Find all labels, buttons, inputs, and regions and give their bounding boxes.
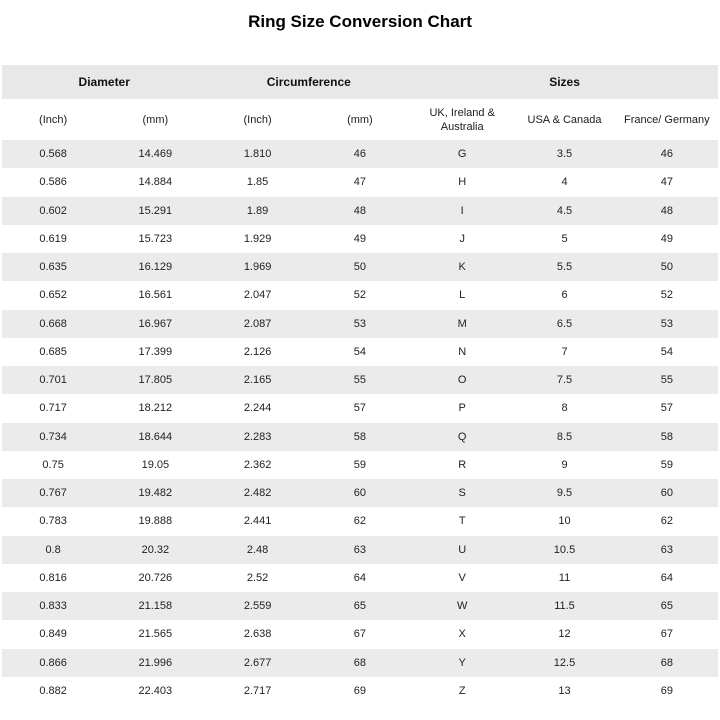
table-cell: 49 (660, 232, 673, 245)
table-cell: 67 (660, 628, 673, 641)
column-header-circumference-inch: (Inch) (206, 99, 308, 140)
table-row (2, 423, 718, 451)
table-cell: 0.568 (39, 148, 67, 161)
table-cell: V (458, 571, 466, 584)
table-cell: 67 (353, 628, 367, 641)
table-cell: 4 (561, 176, 568, 189)
table-row (2, 197, 718, 225)
table-cell: 6.5 (556, 317, 573, 330)
table-cell: 63 (353, 543, 367, 556)
table-cell: 50 (660, 261, 673, 274)
table-cell: 52 (660, 289, 673, 302)
table-cell: H (458, 176, 467, 189)
table-cell: 7 (561, 345, 568, 358)
table-cell: 0.635 (39, 261, 67, 274)
table-cell: 20.32 (141, 543, 170, 556)
table-cell: M (457, 317, 467, 330)
table-cell: 16.967 (138, 317, 173, 330)
table-row (2, 253, 718, 281)
table-cell: 2.482 (243, 487, 272, 500)
table-cell: 5.5 (556, 261, 573, 274)
table-cell: 14.884 (138, 176, 173, 189)
table-cell: W (457, 600, 468, 613)
table-cell: 0.717 (39, 402, 67, 415)
column-header-diameter-inch: (Inch) (2, 99, 104, 140)
table-cell: 0.619 (39, 232, 67, 245)
table-cell: 58 (353, 430, 367, 443)
table-cell: 16.129 (138, 261, 173, 274)
table-cell: 69 (660, 684, 673, 697)
table-cell: 9 (561, 458, 568, 471)
table-cell: 65 (353, 600, 367, 613)
table-row (2, 225, 718, 253)
group-header-circumference: Circumference (206, 65, 411, 99)
table-row (2, 310, 718, 338)
table-cell: 21.996 (138, 656, 173, 669)
table-cell: O (457, 374, 467, 387)
table-cell: 5 (561, 232, 568, 245)
table-cell: J (459, 232, 465, 245)
table-cell: 0.816 (39, 571, 67, 584)
table-body (2, 140, 718, 705)
table-cell: 64 (353, 571, 367, 584)
table-cell: 1.969 (243, 261, 272, 274)
table-cell: 0.882 (39, 684, 67, 697)
table-cell: 0.602 (39, 204, 67, 217)
table-cell: 17.399 (138, 345, 173, 358)
table-cell: 55 (660, 374, 673, 387)
table-cell: 54 (353, 345, 367, 358)
table-cell: 15.723 (138, 232, 173, 245)
table-cell: 2.52 (246, 571, 269, 584)
table-row (2, 507, 718, 535)
table-row (2, 451, 718, 479)
column-header-circumference-mm: (mm) (309, 99, 411, 140)
table-cell: R (458, 458, 467, 471)
table-cell: 22.403 (138, 684, 173, 697)
table-cell: 13 (558, 684, 571, 697)
table-cell: 18.212 (138, 402, 173, 415)
table-cell: 55 (353, 374, 367, 387)
table-cell: 68 (660, 656, 673, 669)
table-cell: 15.291 (138, 204, 173, 217)
table-cell: Y (458, 656, 466, 669)
table-cell: 48 (660, 204, 673, 217)
table-cell: 11.5 (554, 600, 575, 613)
table-cell: 19.05 (141, 458, 170, 471)
table-cell: 2.126 (243, 345, 272, 358)
table-row (2, 140, 718, 168)
table-cell: 0.652 (39, 289, 67, 302)
table-cell: 0.586 (39, 176, 67, 189)
table-cell: 10.5 (553, 543, 576, 556)
column-header-usa-canada: USA & Canada (513, 99, 615, 140)
table-cell: 62 (353, 515, 367, 528)
table-cell: 2.362 (243, 458, 272, 471)
table-cell: 52 (353, 289, 367, 302)
table-cell: 2.677 (243, 656, 272, 669)
table-cell: Z (458, 684, 466, 697)
table-cell: T (458, 515, 466, 528)
table-cell: P (458, 402, 466, 415)
ring-size-conversion-page (0, 12, 720, 720)
table-cell: 19.888 (138, 515, 173, 528)
table-row (2, 479, 718, 507)
table-cell: 21.158 (138, 600, 173, 613)
table-cell: 8.5 (556, 430, 573, 443)
table-cell: 63 (660, 543, 673, 556)
table-row (2, 168, 718, 196)
table-row (2, 281, 718, 309)
table-cell: 12 (558, 628, 571, 641)
table-cell: 2.047 (243, 289, 272, 302)
table-cell: 1.89 (246, 204, 269, 217)
table-cell: 14.469 (138, 148, 173, 161)
ring-size-table (2, 65, 718, 705)
table-cell: 12.5 (553, 656, 576, 669)
table-cell: 53 (660, 317, 673, 330)
table-cell: 46 (660, 148, 673, 161)
table-cell: 8 (561, 402, 568, 415)
table-cell: 60 (660, 487, 673, 500)
table-cell: 11 (558, 571, 571, 584)
table-row (2, 564, 718, 592)
column-header-france-germany: France/ Germany (616, 99, 718, 140)
table-cell: 2.638 (243, 628, 272, 641)
table-cell: 62 (660, 515, 673, 528)
table-cell: 1.810 (243, 148, 272, 161)
table-cell: 3.5 (556, 148, 573, 161)
table-cell: 0.783 (39, 515, 67, 528)
table-cell: 48 (353, 204, 367, 217)
column-header-diameter-mm: (mm) (104, 99, 206, 140)
group-header-sizes: Sizes (411, 65, 718, 99)
table-cell: 2.165 (243, 374, 272, 387)
table-row (2, 677, 718, 705)
table-cell: 58 (660, 430, 673, 443)
table-cell: I (460, 204, 464, 217)
table-cell: Q (457, 430, 467, 443)
table-row (2, 536, 718, 564)
table-cell: 9.5 (556, 487, 573, 500)
table-cell: 0.866 (39, 656, 67, 669)
table-cell: L (459, 289, 466, 302)
table-cell: 1.85 (246, 176, 269, 189)
table-cell: 59 (660, 458, 673, 471)
table-cell: 46 (353, 148, 367, 161)
table-cell: 0.8 (45, 543, 61, 556)
table-cell: 20.726 (138, 571, 173, 584)
table-cell: N (458, 345, 467, 358)
table-cell: 47 (353, 176, 367, 189)
table-row (2, 620, 718, 648)
column-header-row (2, 99, 718, 140)
table-cell: X (458, 628, 466, 641)
table-cell: 7.5 (556, 374, 573, 387)
table-cell: 59 (353, 458, 367, 471)
table-cell: 0.75 (42, 458, 64, 471)
table-cell: 68 (353, 656, 367, 669)
table-cell: 17.805 (138, 374, 173, 387)
column-header-uk-ireland-australia: UK, Ireland & Australia (411, 99, 513, 140)
table-cell: U (458, 543, 467, 556)
table-cell: 2.283 (243, 430, 272, 443)
page-title: Ring Size Conversion Chart (248, 12, 472, 31)
table-cell: 65 (660, 600, 673, 613)
table-cell: 2.717 (243, 684, 272, 697)
table-cell: 0.701 (39, 374, 67, 387)
table-cell: 21.565 (138, 628, 173, 641)
table-cell: 57 (660, 402, 673, 415)
table-row (2, 592, 718, 620)
table-cell: 0.668 (39, 317, 67, 330)
table-cell: K (458, 261, 466, 274)
table-cell: 18.644 (138, 430, 173, 443)
group-header-diameter: Diameter (2, 65, 206, 99)
table-cell: 53 (353, 317, 367, 330)
table-cell: 2.441 (243, 515, 272, 528)
table-row (2, 394, 718, 422)
table-cell: S (458, 487, 466, 500)
table-cell: 10 (558, 515, 571, 528)
table-cell: 60 (353, 487, 367, 500)
table-cell: 64 (660, 571, 673, 584)
table-cell: 69 (353, 684, 367, 697)
table-cell: 19.482 (138, 487, 173, 500)
table-cell: 1.929 (243, 232, 272, 245)
table-cell: 6 (561, 289, 568, 302)
table-cell: 0.849 (39, 628, 67, 641)
table-cell: 2.48 (246, 543, 269, 556)
table-cell: 2.087 (243, 317, 272, 330)
table-cell: 50 (353, 261, 367, 274)
group-header-row (2, 65, 718, 99)
table-cell: 2.244 (243, 402, 272, 415)
table-cell: 0.685 (39, 345, 67, 358)
table-cell: 57 (353, 402, 367, 415)
table-cell: 0.734 (39, 430, 67, 443)
table-cell: 54 (660, 345, 673, 358)
table-row (2, 366, 718, 394)
table-row (2, 649, 718, 677)
table-cell: G (457, 148, 467, 161)
table-cell: 2.559 (243, 600, 272, 613)
table-cell: 0.767 (39, 487, 67, 500)
table-cell: 47 (660, 176, 673, 189)
table-row (2, 338, 718, 366)
table-cell: 49 (353, 232, 367, 245)
table-cell: 4.5 (556, 204, 573, 217)
table-cell: 16.561 (138, 289, 173, 302)
table-cell: 0.833 (39, 600, 67, 613)
